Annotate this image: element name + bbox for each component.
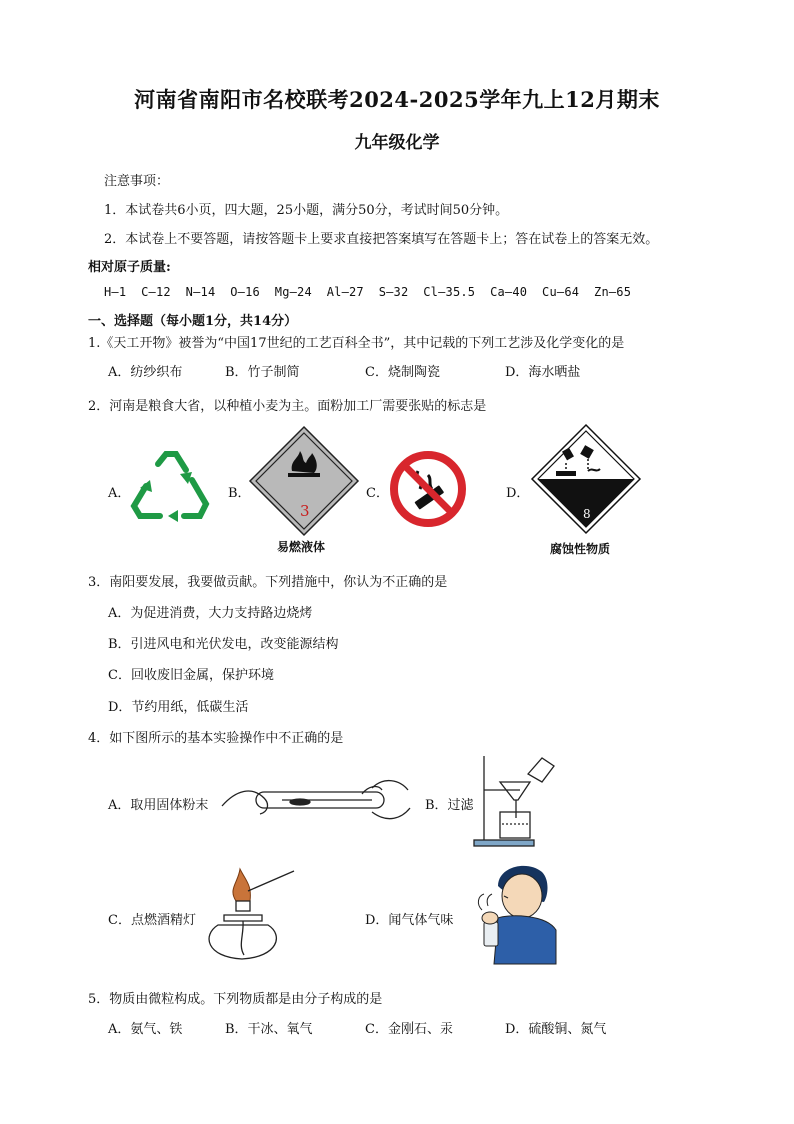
page-subtitle: 九年级化学 (354, 133, 440, 153)
q1-option-c: C．烧制陶瓷 (365, 365, 440, 380)
smelling-gas-illustration (458, 856, 558, 964)
no-smoking-icon (388, 449, 468, 529)
page-title: 河南省南阳市名校联考2024-2025学年九上12月期末 (134, 87, 660, 112)
recycle-icon (130, 452, 212, 524)
q4-option-a: A．取用固体粉末 (108, 798, 209, 813)
q4-option-c: C．点燃酒精灯 (108, 913, 196, 928)
notice-item-1: 1．本试卷共6小页，四大题，25小题，满分50分，考试时间50分钟。 (104, 203, 509, 218)
q1-option-b: B．竹子制简 (225, 365, 300, 380)
q3-stem: 3．南阳要发展，我要做贡献。下列措施中，你认为不正确的是 (88, 575, 448, 590)
q1-option-d: D．海水晒盐 (505, 365, 581, 380)
q3-option-b: B．引进风电和光伏发电，改变能源结构 (108, 637, 339, 652)
q2-stem: 2．河南是粮食大省，以种植小麦为主。面粉加工厂需要张贴的标志是 (88, 399, 487, 414)
sign-d-caption: 腐蚀性物质 (550, 542, 611, 556)
notice-heading: 注意事项： (104, 174, 170, 189)
atomic-mass-values: H—1 C—12 N—14 O—16 Mg—24 Al—27 S—32 Cl—35.5 Ca—40 Cu—64 Zn—65 (104, 285, 632, 299)
sign-b-caption: 易燃液体 (277, 540, 326, 554)
q1-option-a: A．纺纱织布 (108, 365, 183, 380)
flammable-liquid-icon (248, 425, 360, 537)
q5-stem: 5．物质由微粒构成。下列物质都是由分子构成的是 (88, 992, 383, 1007)
q2-label-c: C． (366, 486, 389, 501)
q1-stem: 1.《天工开物》被誉为“中国17世纪的工艺百科全书”，其中记载的下列工艺涉及化学变化的是 (88, 336, 625, 351)
q3-option-d: D．节约用纸，低碳生活 (108, 700, 249, 715)
q3-option-a: A．为促进消费，大力支持路边烧烤 (108, 606, 313, 621)
q5-option-c: C．金刚石、汞 (365, 1022, 453, 1037)
notice-item-2: 2．本试卷上不要答题，请按答题卡上要求直接把答案填写在答题卡上；答在试卷上的答案无效。 (104, 232, 659, 247)
section-heading: 一、选择题（每小题1分，共14分） (88, 314, 298, 329)
alcohol-lamp-illustration (198, 865, 298, 965)
q2-label-b: B． (228, 486, 251, 501)
atomic-mass-heading: 相对原子质量: (88, 260, 171, 275)
q4-stem: 4．如下图所示的基本实验操作中不正确的是 (88, 731, 344, 746)
test-tube-powder-illustration (222, 768, 412, 830)
q5-option-a: A．氨气、铁 (108, 1022, 183, 1037)
q2-label-d: D． (506, 486, 530, 501)
sign-d-number: 8 (583, 507, 591, 521)
q4-option-d: D．闻气体气味 (365, 913, 454, 928)
q5-option-b: B．干冰、氧气 (225, 1022, 313, 1037)
q4-option-b: B．过滤 (425, 798, 474, 813)
q5-option-d: D．硫酸铜、氮气 (505, 1022, 607, 1037)
filtration-illustration (470, 752, 556, 848)
q2-label-a: A． (108, 486, 131, 501)
sign-b-number: 3 (300, 502, 310, 520)
q3-option-c: C．回收废旧金属，保护环境 (108, 668, 274, 683)
